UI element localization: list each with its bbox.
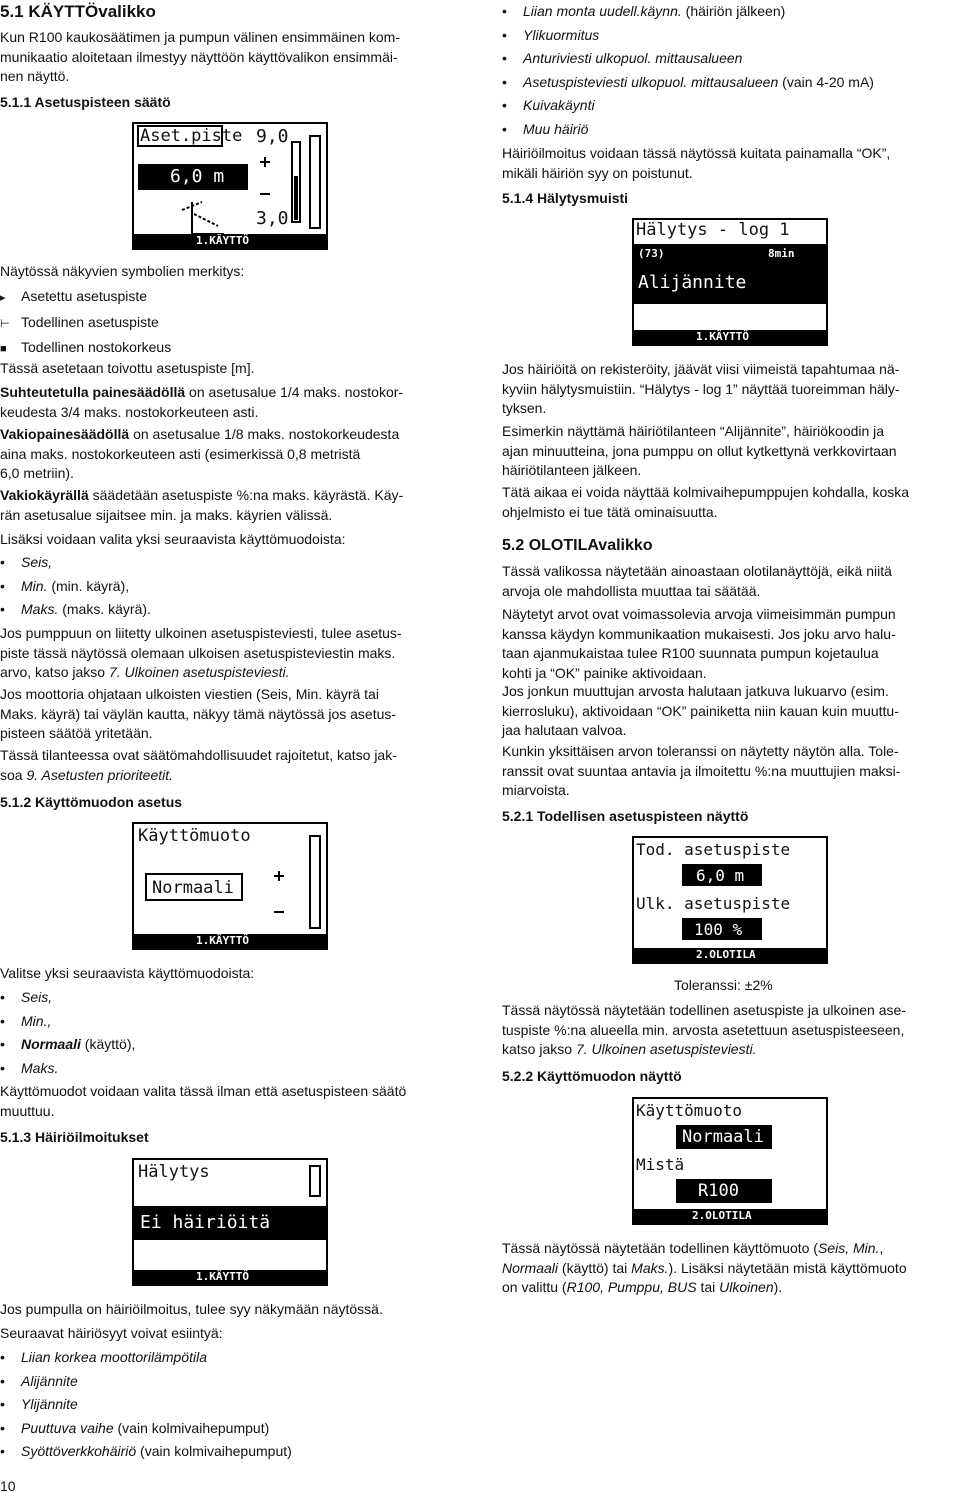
list-item: • Kuivakäynti	[502, 97, 595, 113]
tolerance-label: Toleranssi: ±2%	[674, 977, 773, 993]
lcd-actual-setpoint-screen	[632, 836, 828, 964]
setpoint-marker-icon: ▸	[0, 292, 6, 304]
paragraph: Tässä näytössä näytetään todellinen käyttömuoto (Seis, Min., Normaali (käyttö) tai Maks.). Lisäksi näytetään mistä käyttömuoto on valittu (R100, Pumppu, BUS tai Ulkoinen).	[502, 1240, 907, 1295]
paragraph: Vakiopainesäädöllä on asetusalue 1/8 maks. nostokorkeudesta aina maks. nostokorkeuteen asti (esimerkissä 0,8 metristä 6,0 metriin).	[0, 426, 400, 481]
list-item: • Liian korkea moottorilämpötila	[0, 1349, 207, 1365]
paragraph: Esimerkin näyttämä häiriötilanteen “Alijännite”, häiriökoodin ja ajan minuutteina, jona pumppu on ollut kytkettynä verkkovirtaan häiriötilanteen jälkeen.	[502, 423, 897, 478]
paragraph: Seuraavat häiriösyyt voivat esiintyä:	[0, 1325, 223, 1341]
paragraph: Vakiokäyrällä säädetään asetuspiste %:na maks. käyrästä. Käy- rän asetusalue sijaitsee min. ja maks. käyrien välissä.	[0, 487, 404, 523]
paragraph: Jos pumppuun on liitetty ulkoinen asetuspisteviesti, tulee asetus- piste tässä näytössä olemaan ulkoisen asetuspisteviestin maks. arvo, katso jakso 7. Ulkoinen asetuspisteviesti.	[0, 625, 402, 680]
paragraph: Näytetyt arvot ovat voimassolevia arvoja viimeisimmän pumpun kanssa käydyn kommunikaation mukaisesti. Jos joku arvo halu- taan ajanmukaistaa tulee R100 suunnata pumpun kojetaulua kohti ja “OK” painike aktivoidaan.	[502, 606, 896, 681]
paragraph: Tätä aikaa ei voida näyttää kolmivaihepumppujen kohdalla, koska ohjelmisto ei tue tätä ominaisuutta.	[502, 484, 910, 520]
paragraph: Tässä tilanteessa ovat säätömahdollisuudet rajoitetut, katso jak- soa 9. Asetusten prioriteetit.	[0, 747, 397, 783]
lcd-mode-source-screen	[632, 1097, 828, 1225]
symbol-item: ⊢ Todellinen asetuspiste	[0, 311, 171, 337]
lcd-footer: 2.OLOTILA	[696, 948, 756, 961]
list-item: • Puuttuva vaihe (vain kolmivaihepumput)	[0, 1419, 270, 1436]
lcd-alarm-value: Alijännite	[638, 272, 747, 293]
lcd-mode-screen	[132, 822, 328, 950]
lcd-alarm-screen	[132, 1158, 328, 1286]
list-item: • Min.,	[0, 1012, 52, 1029]
symbol-item: ■ Todellinen nostokorkeus	[0, 336, 171, 362]
section-title-5-2-1: 5.2.1 Todellisen asetuspisteen näyttö	[502, 808, 749, 824]
paragraph: Tässä asetetaan toivottu asetuspiste [m].	[0, 360, 255, 376]
list-item: • Normaali (käyttö),	[0, 1036, 136, 1052]
list-item: • Asetuspisteviesti ulkopuol. mittausalueen (vain 4-20 mA)	[502, 73, 874, 90]
lcd-source-value: R100	[698, 1181, 739, 1201]
lcd-footer: 1.KÄYTTÖ	[196, 934, 249, 947]
lcd-alarm-log-screen	[632, 218, 828, 346]
lcd-setpoint-screen	[132, 122, 328, 250]
lcd-label: Tod. asetuspiste	[636, 840, 791, 859]
list-item: • Seis,	[0, 989, 53, 1005]
lcd-footer: 1.KÄYTTÖ	[196, 234, 249, 247]
modes-list	[0, 551, 151, 622]
symbols-list	[0, 285, 171, 362]
lcd-setpoint-value: 6,0 m	[170, 166, 225, 187]
list-item: • Seis,	[0, 554, 53, 570]
section-title-5-1: 5.1 KÄYTTÖvalikko	[0, 2, 156, 21]
lcd-external-setpoint-value: 100 %	[694, 920, 743, 939]
list-item: • Alijännite	[0, 1372, 78, 1389]
paragraph: Lisäksi voidaan valita yksi seuraavista käyttömuodoista:	[0, 531, 346, 547]
lcd-alarm-value: Ei häiriöitä	[140, 1212, 271, 1233]
paragraph: Jos jonkun muuttujan arvosta halutaan jatkuva lukuarvo (esim. kierrosluku), aktivoidaan “OK” painiketta niin kauan kuin muuttu- jaa halutaan valvoa.	[502, 683, 899, 738]
lcd-footer: 1.KÄYTTÖ	[196, 1270, 249, 1283]
paragraph: Valitse yksi seuraavista käyttömuodoista:	[0, 965, 255, 981]
actual-head-icon: ■	[0, 343, 7, 355]
list-item: • Muu häiriö	[502, 120, 589, 137]
paragraph: Kunkin yksittäisen arvon toleranssi on näytetty näytön alla. Tole- ranssit ovat suuntaa antavia ja ilmoitettu %:na muuttujien maksi- miarvoista.	[502, 743, 901, 798]
section-title-5-1-2: 5.1.2 Käyttömuodon asetus	[0, 794, 183, 810]
list-item: • Liian monta uudell.käynn. (häiriön jälkeen)	[502, 3, 786, 19]
lcd-label: Hälytys - log 1	[636, 220, 790, 240]
paragraph: Jos häiriöitä on rekisteröity, jäävät viisi viimeistä tapahtumaa nä- kyviin hälytysmuistiin. “Hälytys - log 1” näyttää tuoreimman häly- tyksen.	[502, 361, 900, 416]
lcd-footer: 1.KÄYTTÖ	[696, 330, 749, 343]
intro-paragraph: Kun R100 kaukosäätimen ja pumpun välinen ensimmäinen kom- munikaatio aloitetaan ilmestyy näyttöön käyttövalikon ensimmäi- nen näyttö.	[0, 29, 400, 84]
lcd-max-value: 9,0	[256, 126, 289, 147]
section-title-5-2-2: 5.2.2 Käyttömuodon näyttö	[502, 1068, 682, 1084]
paragraph: Tässä valikossa näytetään ainoastaan olotilanäyttöjä, eikä niitä arvoja ole mahdollista muuttaa tai säätää.	[502, 563, 892, 599]
symbols-heading: Näytössä näkyvien symbolien merkitys:	[0, 263, 245, 279]
list-item: • Maks.	[0, 1059, 59, 1076]
causes-list	[0, 1346, 292, 1464]
paragraph: Jos moottoria ohjataan ulkoisten viestien (Seis, Min. käyrä tai Maks. käyrä) tai väylän kautta, näkyy tämä näytössä jos asetus- pisteen säätöä yritetään.	[0, 686, 397, 741]
lcd-label: Käyttömuoto	[636, 1101, 742, 1120]
lcd-label: Hälytys	[138, 1162, 210, 1182]
section-title-5-1-3: 5.1.3 Häiriöilmoitukset	[0, 1129, 149, 1145]
section-title-5-1-1: 5.1.1 Asetuspisteen säätö	[0, 94, 171, 110]
lcd-label: Käyttömuoto	[138, 826, 251, 846]
lcd-actual-setpoint-value: 6,0 m	[696, 866, 745, 885]
lcd-label: Mistä	[636, 1155, 685, 1174]
paragraph: Suhteutetulla painesäädöllä on asetusalue 1/4 maks. nostokor- keudesta 3/4 maks. nostokorkeuteen asti.	[0, 384, 404, 420]
paragraph: Käyttömuodot voidaan valita tässä ilman että asetuspisteen säätö muuttuu.	[0, 1083, 407, 1119]
list-item: • Ylijännite	[0, 1396, 78, 1412]
lcd-mode-value: Normaali	[152, 878, 234, 898]
causes-list-continued	[502, 0, 874, 141]
lcd-alarm-time: 8min	[768, 247, 795, 260]
modes-list	[0, 986, 135, 1080]
lcd-mode-value: Normaali	[682, 1127, 764, 1147]
paragraph: Häiriöilmoitus voidaan tässä näytössä kuitata painamalla “OK”, mikäli häiriön syy on poistunut.	[502, 145, 891, 181]
list-item: • Maks. (maks. käyrä).	[0, 601, 151, 617]
actual-setpoint-icon: ⊢	[0, 317, 10, 330]
section-title-5-2: 5.2 OLOTILAvalikko	[502, 537, 653, 554]
lcd-min-value: 3,0	[256, 208, 289, 229]
lcd-alarm-code: (73)	[638, 247, 665, 260]
paragraph: Jos pumpulla on häiriöilmoitus, tulee syy näkymään näytössä.	[0, 1301, 383, 1317]
list-item: • Syöttöverkkohäiriö (vain kolmivaihepumput)	[0, 1443, 292, 1459]
lcd-label: Aset.piste	[140, 126, 243, 146]
paragraph: Tässä näytössä näytetään todellinen asetuspiste ja ulkoinen ase- tuspiste %:na alueella min. arvosta asetettuun asetuspisteeseen, katso jakso 7. Ulkoinen asetuspisteviesti.	[502, 1002, 906, 1057]
list-item: • Anturiviesti ulkopuol. mittausalueen	[502, 50, 743, 66]
list-item: • Min. (min. käyrä),	[0, 577, 130, 594]
page-number: 10	[0, 1478, 16, 1494]
lcd-label: Ulk. asetuspiste	[636, 894, 791, 913]
symbol-item: ▸ Asetettu asetuspiste	[0, 285, 171, 311]
lcd-footer: 2.OLOTILA	[692, 1209, 752, 1222]
list-item: • Ylikuormitus	[502, 26, 600, 43]
section-title-5-1-4: 5.1.4 Hälytysmuisti	[502, 190, 629, 206]
